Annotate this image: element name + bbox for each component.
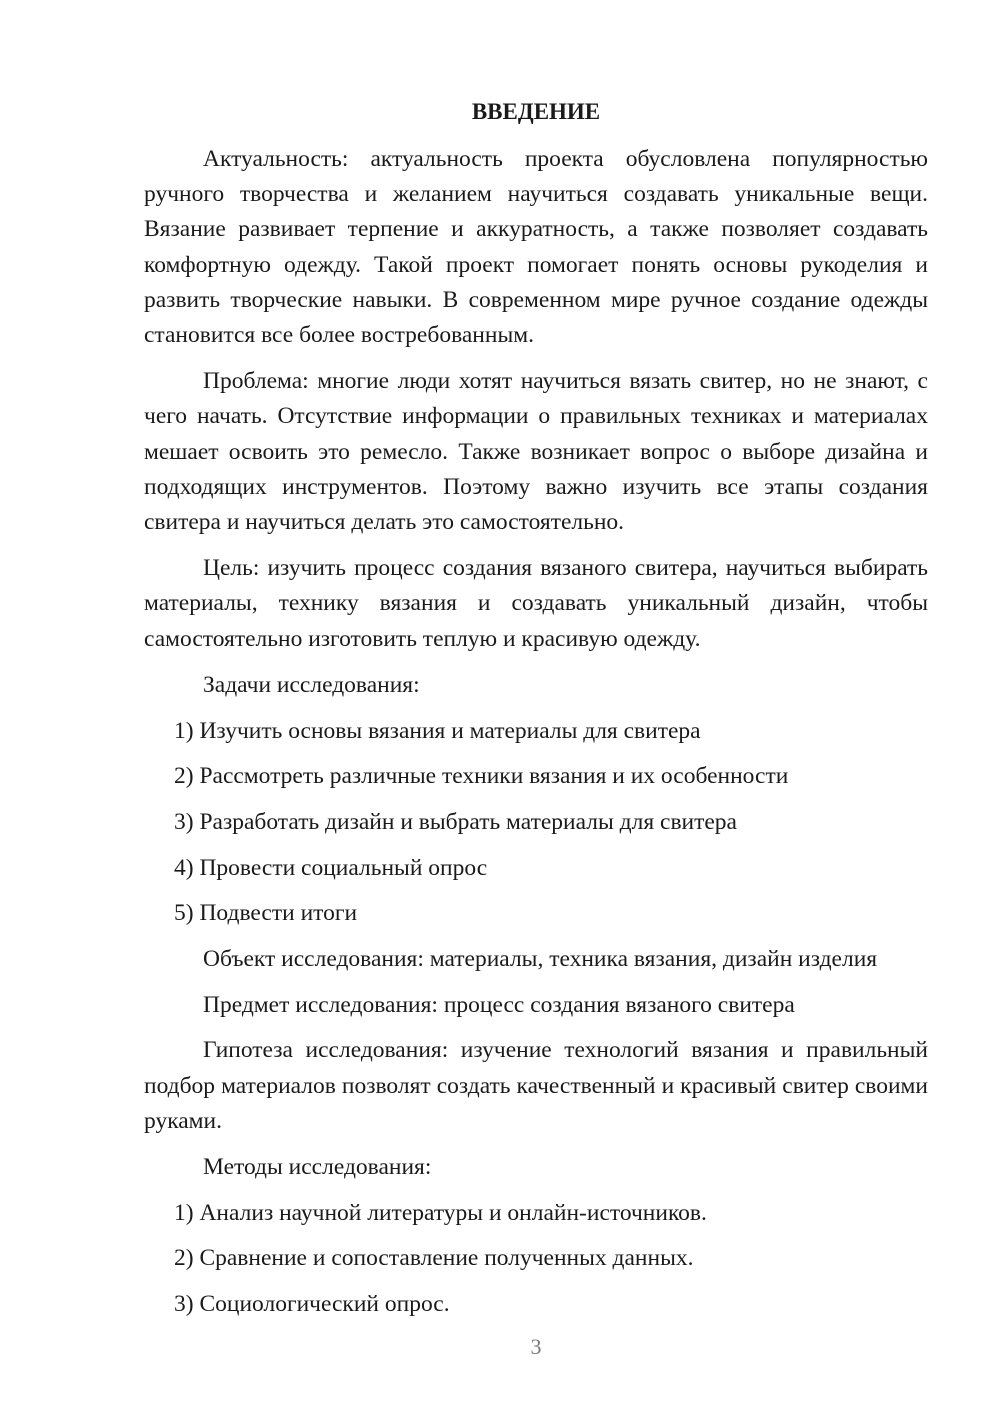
subject-line: Предмет исследования: процесс создания вязаного свитера [203,991,795,1018]
relevance-paragraph: Актуальность: актуальность проекта обусловлена популярностью ручного творчества и желанием научиться создавать уникальные вещи. Вязание развивает терпение и аккуратность, а также позволяет создавать комфортную одежду. Такой проект помогает понять основы рукоделия и развить творческие навыки. В современном мире ручное создание одежды становится все более востребованным. [144,146,928,349]
task-item: 3) Разработать дизайн и выбрать материалы для свитера [174,808,737,835]
page-number: 3 [530,1334,542,1359]
hypothesis-paragraph: Гипотеза исследования: изучение технологий вязания и правильный подбор материалов позволят создать качественный и красивый свитер своими руками. [144,1037,928,1134]
methods-label: Методы исследования: [203,1154,432,1181]
task-item: 2) Рассмотреть различные техники вязания и их особенности [174,763,789,790]
method-item: 3) Социологический опрос. [174,1291,450,1318]
method-item: 1) Анализ научной литературы и онлайн-источников. [174,1199,707,1226]
document-body [144,142,928,1333]
task-item: 5) Подвести итоги [174,900,358,927]
object-line: Объект исследования: материалы, техника вязания, дизайн изделия [203,946,878,973]
page-title: ВВЕДЕНИЕ [471,99,601,124]
method-item: 2) Сравнение и сопоставление полученных данных. [174,1245,694,1272]
problem-paragraph: Проблема: многие люди хотят научиться вязать свитер, но не знают, с чего начать. Отсутствие информации о правильных техниках и материалах мешает освоить это ремесло. Также возникает вопрос о выборе дизайна и подходящих инструментов. Поэтому важно изучить все этапы создания свитера и научиться делать это самостоятельно. [144,368,928,536]
goal-paragraph: Цель: изучить процесс создания вязаного свитера, научиться выбирать материалы, технику вязания и создавать уникальный дизайн, чтобы самостоятельно изготовить теплую и красивую одежду. [144,555,928,652]
task-item: 4) Провести социальный опрос [174,854,488,881]
tasks-label: Задачи исследования: [203,671,420,698]
task-item: 1) Изучить основы вязания и материалы для свитера [174,717,701,744]
